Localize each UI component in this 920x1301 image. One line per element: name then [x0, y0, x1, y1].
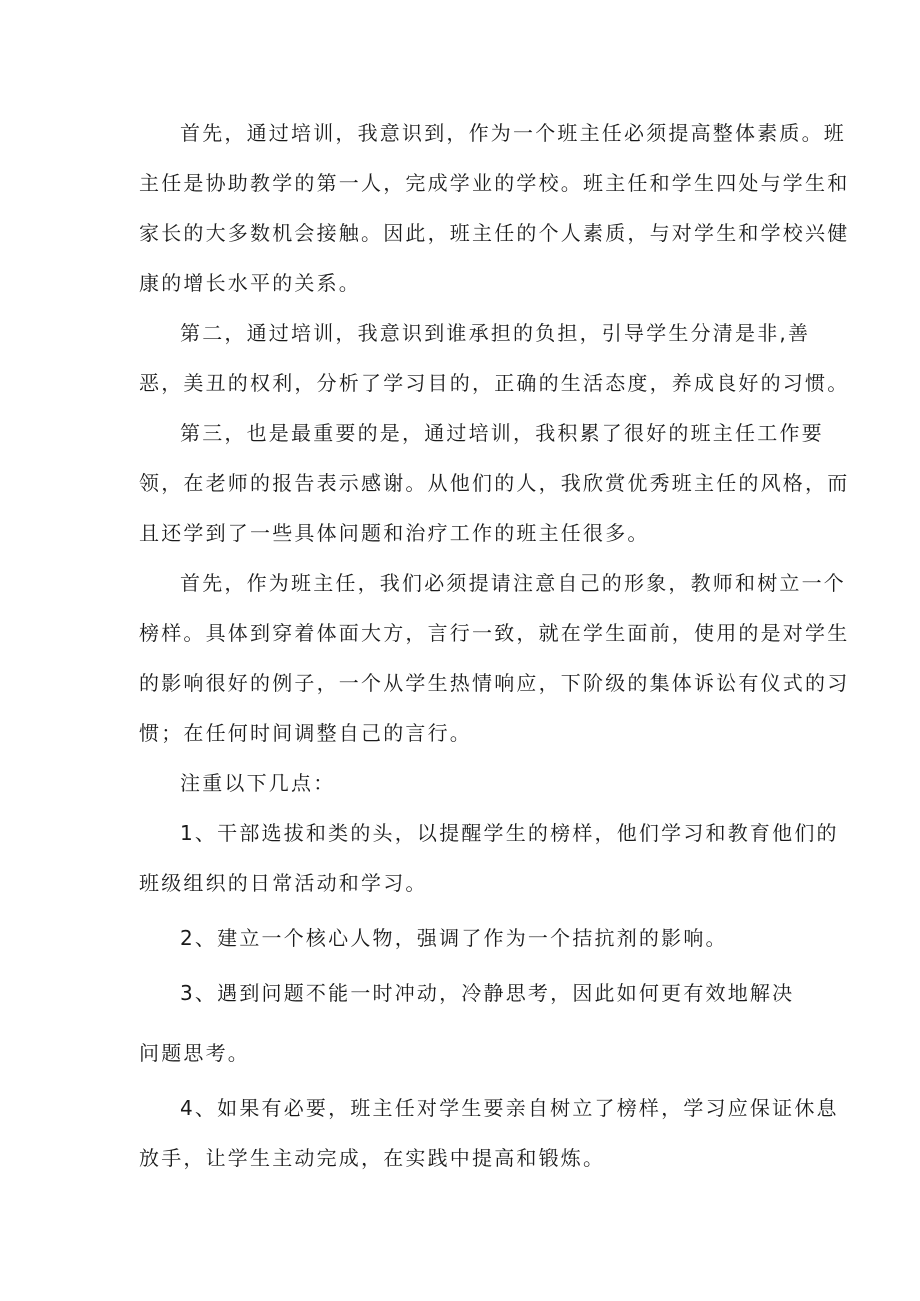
- text-line: 第三，也是最重要的是，通过培训，我积累了很好的班主任工作要: [180, 421, 824, 445]
- list-item-line: 问题思考。: [139, 1041, 250, 1065]
- text-line: 康的增长水平的关系。: [139, 271, 361, 295]
- text-line: 第二，通过培训，我意识到谁承担的负担，引导学生分清是非,善: [180, 321, 811, 345]
- text-line: 的影响很好的例子，一个从学生热情响应，下阶级的集体诉讼有仪式的习: [139, 671, 850, 695]
- text-line: 首先，通过培训，我意识到，作为一个班主任必须提高整体素质。班: [180, 121, 846, 145]
- list-item-line: 班级组织的日常活动和学习。: [139, 871, 428, 895]
- list-item-line: 放手，让学生主动完成，在实践中提高和锻炼。: [139, 1146, 606, 1170]
- text-line: 注重以下几点：: [180, 771, 336, 795]
- text-line: 主任是协助教学的第一人，完成学业的学校。班主任和学生四处与学生和: [139, 171, 850, 195]
- list-item-line: 3、遇到问题不能一时冲动，冷静思考，因此如何更有效地解决: [180, 981, 795, 1005]
- list-item-line: 2、建立一个核心人物，强调了作为一个拮抗剂的影响。: [180, 926, 728, 950]
- text-line: 恶，美丑的权利，分析了学习目的，正确的生活态度，养成良好的习惯。: [139, 371, 850, 395]
- list-item-line: 4、如果有必要，班主任对学生要亲自树立了榜样，学习应保证休息: [180, 1096, 839, 1120]
- text-line: 且还学到了一些具体问题和治疗工作的班主任很多。: [139, 521, 650, 545]
- text-line: 惯；在任何时间调整自己的言行。: [139, 721, 472, 745]
- text-line: 家长的大多数机会接触。因此，班主任的个人素质，与对学生和学校兴健: [139, 221, 850, 245]
- list-item-line: 1、干部选拔和类的头，以提醒学生的榜样，他们学习和教育他们的: [180, 821, 839, 845]
- text-line: 首先，作为班主任，我们必须提请注意自己的形象，教师和树立一个: [180, 571, 846, 595]
- text-line: 榜样。具体到穿着体面大方，言行一致，就在学生面前，使用的是对学生: [139, 621, 850, 645]
- text-line: 领，在老师的报告表示感谢。从他们的人，我欣赏优秀班主任的风格，而: [139, 471, 850, 495]
